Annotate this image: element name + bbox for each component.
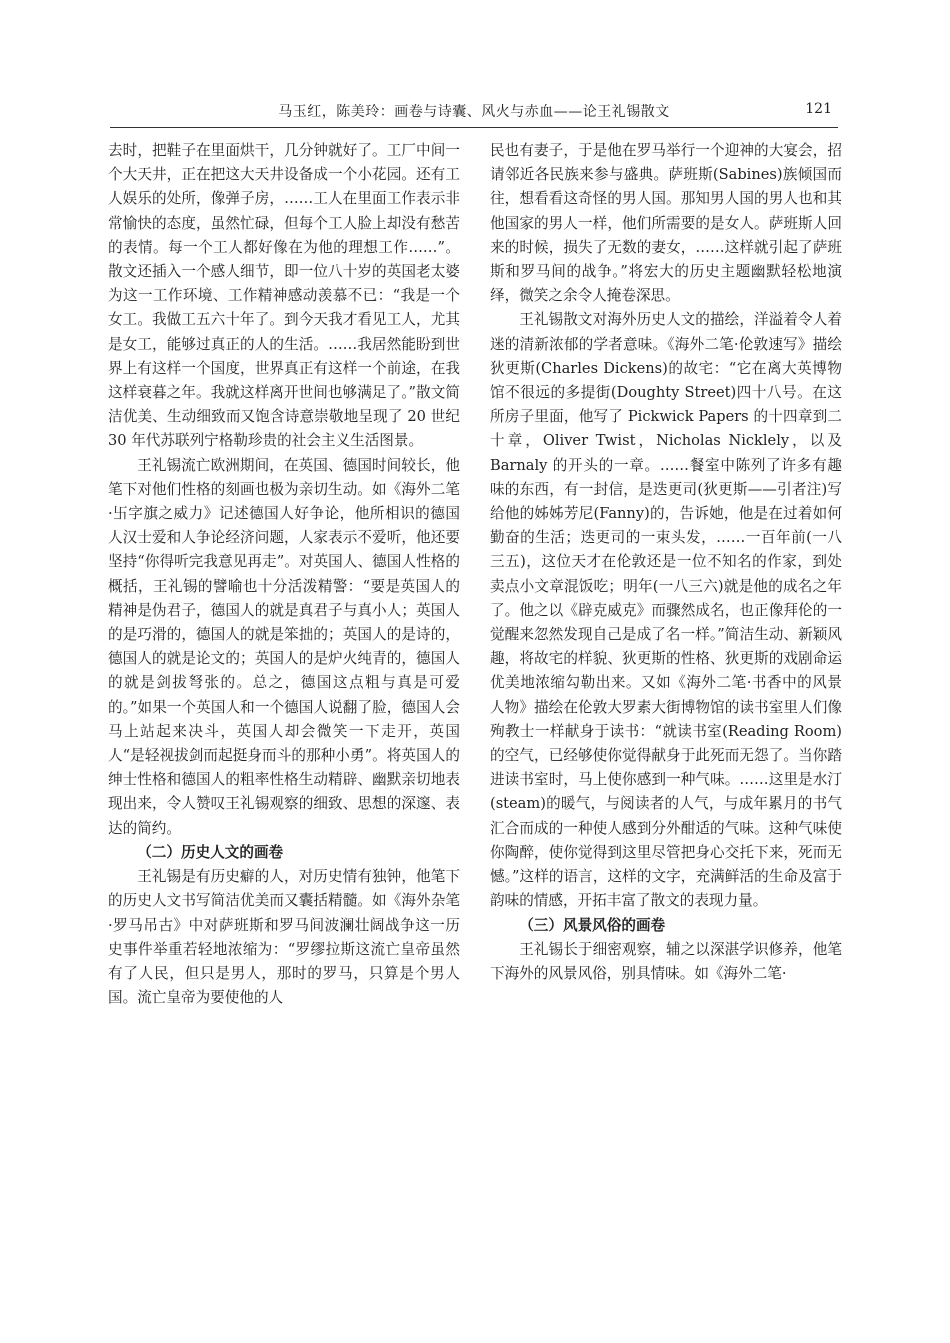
right-paragraph-3: 王礼锡长于细密观察，辅之以深湛学识修养，他笔下海外的风景风俗，别具情味。如《海外二笔· <box>490 940 842 982</box>
running-header <box>110 101 838 123</box>
left-paragraph-1: 去时，把鞋子在里面烘干，几分钟就好了。工厂中间一个大天井，正在把这大天井设备成一个小花园。还有工人娱乐的处所，像弹子房，……工人在里面工作表示非常愉快的态度，虽然忙碌，但每个工人脸上却没有愁苦的表情。每一个工人都好像在为他的理想工作……”。散文还插入一个感人细节，即一位八十岁的英国老太婆为这一工作环境、工作精神感动羡慕不已：“我是一个女工。我做工五六十年了。到今天我才看见工人，尤其是女工，能够过真正的人的生活。……我居然能盼到世界上有这样一个国度，世界真正有这样一个前途，在我这样衰暮之年。我就这样离开世间也够满足了。”散文简洁优美、生动细致而又饱含诗意崇敬地呈现了 20 世纪 30 年代苏联列宁格勒珍贵的社会主义生活图景。 <box>108 142 460 450</box>
section-heading-history: （二）历史人文的画卷 <box>137 843 284 861</box>
section-heading-scenery: （三）风景风俗的画卷 <box>519 916 666 934</box>
left-paragraph-2: 王礼锡流亡欧洲期间，在英国、德国时间较长，他笔下对他们性格的刻画也极为亲切生动。如《海外二笔·卐字旗之威力》记述德国人好争论，他所相识的德国人汉士爱和人争论经济问题，人家表示不爱听，他还要坚持“你得听完我意见再走”。对英国人、德国人性格的概括，王礼锡的譬喻也十分活泼精警：“要是英国人的精神是伪君子，德国人的就是真君子与真小人；英国人的是巧滑的，德国人的就是笨拙的；英国人的是诗的，德国人的就是论文的；英国人的是炉火纯青的，德国人的就是剑拔弩张的。总之，德国这点粗与真是可爱的。”如果一个英国人和一个德国人说翻了脸，德国人会马上站起来决斗，英国人却会微笑一下走开，英国人“是轻视拔剑而起挺身而斗的那种小勇”。将英国人的绅士性格和德国人的粗率性格生动精辟、幽默亲切地表现出来，令人赞叹王礼锡观察的细致、思想的深邃、表达的简约。 <box>108 456 460 837</box>
left-paragraph-3: 王礼锡是有历史癖的人，对历史情有独钟，他笔下的历史人文书写简洁优美而又囊括精髓。如《海外杂笔·罗马吊古》中对萨班斯和罗马间波澜壮阔战争这一历史事件举重若轻地浓缩为：“罗缪拉斯这流亡皇帝虽然有了人民，但只是男人，那时的罗马，只算是个男人国。流亡皇帝为要使他的人 <box>108 868 460 1007</box>
header-rule <box>110 127 838 128</box>
left-column <box>108 139 460 1010</box>
right-paragraph-1: 民也有妻子，于是他在罗马举行一个迎神的大宴会，招请邻近各民族来参与盛典。萨班斯(Sabines)族倾国而往，想看看这奇怪的男人国。那知男人国的男人也和其他国家的男人一样，他们所需要的是女人。萨班斯人回来的时候，损失了无数的妻女，……这样就引起了萨班斯和罗马间的战争。”将宏大的历史主题幽默轻松地演绎，微笑之余令人掩卷深思。 <box>490 142 842 305</box>
right-paragraph-2: 王礼锡散文对海外历史人文的描绘，洋溢着令人着迷的清新浓郁的学者意味。《海外二笔·伦敦速写》描绘狄更斯(Charles Dickens)的故宅：“它在离大英博物馆不很远的多提街(Doughty Street)四十八号。在这所房子里面，他写了 Pickwick Papers 的十四章到二十章，Oliver Twist，Nicholas Nicklely，以及 Barnaly 的开头的一章。……餐室中陈列了许多有趣味的东西，有一封信，是迭更司(狄更斯——引者注)写给他的姊姊芳尼(Fanny)的，告诉她，他是在过着如何勤奋的生活；迭更司的一束头发，……一百年前(一八三五)，这位天才在伦敦还是一位不知名的作家，到处卖点小文章混饭吃；明年(一八三六)就是他的成名之年了。他之以《辟克威克》而骤然成名，也正像拜伦的一觉醒来忽然发现自己是成了名一样。”简洁生动、新颖风趣，将故宅的样貌、狄更斯的性格、狄更斯的戏剧命运优美地浓缩勾勒出来。又如《海外二笔·书香中的风景人物》描绘在伦敦大罗素大街博物馆的读书室里人们像殉教士一样献身于读书：“就读书室(Reading Room)的空气，已经够使你觉得献身于此死而无怨了。当你踏进读书室时，马上使你感到一种气味。……这里是水汀(steam)的暖气，与阅读者的人气，与成年累月的书气汇合而成的一种使人感到分外酣适的气味。这种气味使你陶醉，使你觉得到这里尽管把身心交托下来，死而无憾。”这样的语言，这样的文字，充满鲜活的生命及富于韵味的情感，开拓丰富了散文的表现力量。 <box>490 311 842 910</box>
right-column <box>490 139 842 986</box>
page-number: 121 <box>805 101 832 117</box>
running-title: 马玉红，陈美玲：画卷与诗囊、风火与赤血——论王礼锡散文 <box>278 104 670 120</box>
